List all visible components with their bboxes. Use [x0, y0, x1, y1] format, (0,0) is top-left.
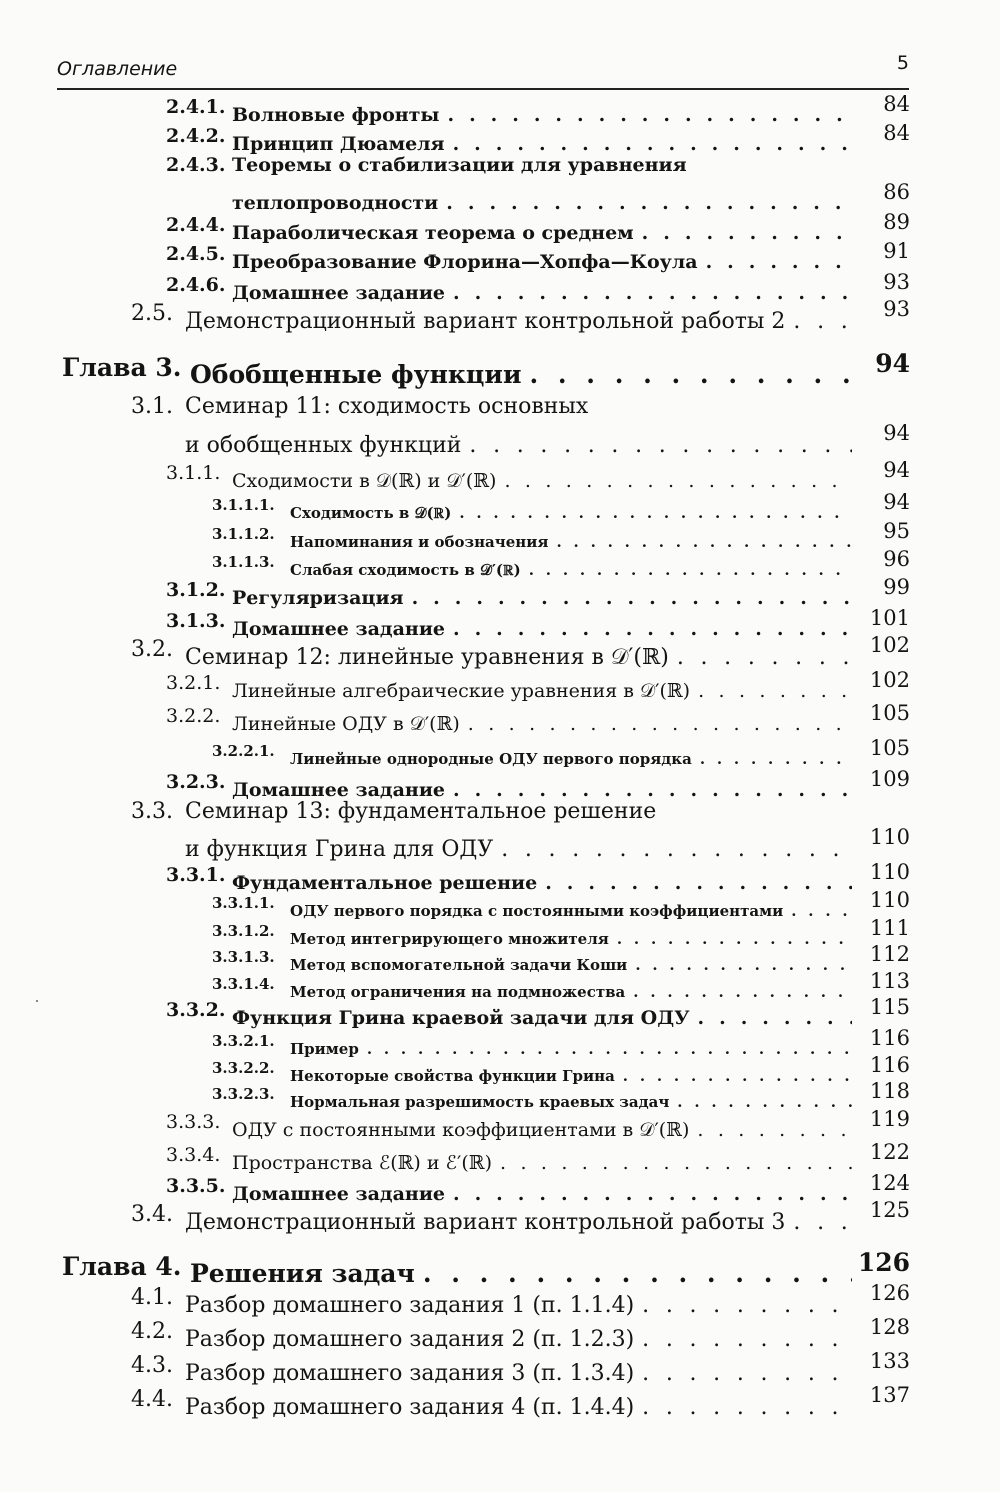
- toc-entry-page: 110: [869, 888, 910, 912]
- toc-entry-number: 2.4.5.: [166, 243, 226, 265]
- toc-entry-number: 3.3.4.: [166, 1144, 221, 1166]
- toc-entry-number: 3.3.3.: [166, 1111, 221, 1133]
- toc-entry-title: Домашнее задание: [232, 779, 445, 801]
- toc-entry-number: 3.1.: [131, 394, 173, 419]
- toc-entry-title: Линейные однородные ОДУ первого порядка: [290, 750, 692, 768]
- toc-entry-title: Пространства ℰ(ℝ) и ℰ′(ℝ): [232, 1152, 492, 1174]
- toc-entry-page: 118: [869, 1079, 910, 1103]
- toc-entry-page: 94: [883, 421, 910, 445]
- leader-dots: [642, 222, 852, 244]
- toc-entry-page: 102: [869, 668, 910, 692]
- running-head-page-number: 5: [896, 52, 909, 74]
- leader-dots: [447, 104, 852, 126]
- toc-entry-title: Волновые фронты: [232, 104, 440, 126]
- leader-dots: [412, 587, 852, 609]
- toc-entry-title: Метод интегрирующего множителя: [290, 930, 609, 948]
- toc-entry-page: 101: [869, 606, 910, 630]
- toc-entry-number: 3.3.1.2.: [212, 922, 275, 940]
- toc-entry-title: ОДУ с постоянными коэффициентами в 𝒟′(ℝ): [232, 1119, 690, 1141]
- toc-entry-page: 94: [883, 458, 910, 482]
- toc-entry-page: 93: [883, 270, 910, 294]
- leader-dots: [468, 713, 852, 735]
- toc-entry-number: 3.1.3.: [166, 610, 226, 632]
- toc-entry-page: 105: [869, 701, 910, 725]
- toc-entry-title: Решения задач: [190, 1259, 415, 1288]
- toc-entry-number: 3.3.2.1.: [212, 1032, 275, 1050]
- toc-entry-title: Напоминания и обозначения: [290, 533, 549, 551]
- toc-entry-number: 3.2.: [131, 637, 173, 662]
- leader-dots: [635, 956, 852, 974]
- leader-dots: [642, 1395, 852, 1420]
- leader-dots: [501, 837, 852, 862]
- leader-dots: [469, 433, 852, 458]
- toc-entry-number: 3.3.2.: [166, 999, 226, 1021]
- toc-entry-page: 109: [869, 767, 910, 791]
- toc-entry-title: Параболическая теорема о среднем: [232, 222, 634, 244]
- toc-entry-title: ОДУ первого порядка с постоянными коэффициентами: [290, 902, 784, 920]
- toc-entry-number: 3.3.1.4.: [212, 975, 275, 993]
- toc-entry-page: 111: [869, 916, 910, 940]
- toc-entry-page: 99: [883, 575, 910, 599]
- leader-dots: [453, 779, 852, 801]
- toc-entry-number: Глава 4.: [62, 1252, 182, 1281]
- toc-entry-number: 3.2.2.: [166, 705, 221, 727]
- toc-entry-title: Семинар 13: фундаментальное решение: [185, 799, 657, 824]
- toc-entry-page: 137: [869, 1383, 910, 1407]
- toc-entry-page: 112: [869, 942, 910, 966]
- toc-entry-number: 2.4.2.: [166, 125, 226, 147]
- toc-entry-number: 3.1.1.1.: [212, 496, 275, 514]
- leader-dots: [642, 1327, 852, 1352]
- leader-dots: [706, 251, 852, 273]
- toc-entry-page: 84: [883, 92, 910, 116]
- toc-entry-title: Регуляризация: [232, 587, 404, 609]
- toc-entry-title: Некоторые свойства функции Грина: [290, 1067, 615, 1085]
- toc-entry-number: 3.3.1.3.: [212, 948, 275, 966]
- leader-dots: [529, 360, 852, 389]
- toc-entry-title: Теоремы о стабилизации для уравнения: [232, 154, 687, 176]
- toc-entry-title: Сходимость в 𝒟(ℝ): [290, 504, 452, 522]
- toc-entry-page: 96: [883, 547, 910, 571]
- toc-entry-number: 3.3.2.3.: [212, 1085, 275, 1103]
- toc-entry-number: 4.3.: [131, 1353, 173, 1378]
- toc-entry-number: Глава 3.: [62, 353, 182, 382]
- leader-dots: [617, 930, 852, 948]
- leader-dots: [697, 1119, 852, 1141]
- toc-entry-page: 122: [869, 1140, 910, 1164]
- toc-entry-title: Разбор домашнего задания 4 (п. 1.4.4): [185, 1395, 635, 1420]
- toc-entry-page: 115: [869, 995, 910, 1019]
- leader-dots: [529, 561, 852, 579]
- toc-entry-title: Принцип Дюамеля: [232, 133, 445, 155]
- toc-entry-title: Домашнее задание: [232, 282, 445, 304]
- toc-entry-title: Фундаментальное решение: [232, 872, 538, 894]
- toc-entry-title: Линейные алгебраические уравнения в 𝒟′(ℝ): [232, 680, 691, 702]
- leader-dots: [453, 133, 852, 155]
- toc-entry-page: 116: [869, 1026, 910, 1050]
- toc-entry-page: 124: [869, 1171, 910, 1195]
- toc-entry-number: 3.4.: [131, 1202, 173, 1227]
- toc-entry-page: 102: [869, 633, 910, 657]
- toc-entry-number: 3.2.1.: [166, 672, 221, 694]
- toc-entry-number: 4.2.: [131, 1319, 173, 1344]
- toc-entry-title: Демонстрационный вариант контрольной работы 2: [185, 309, 786, 334]
- toc-entry-number: 3.1.1.3.: [212, 553, 275, 571]
- leader-dots: [500, 1152, 852, 1174]
- toc-entry-title-continuation: теплопроводности: [232, 192, 439, 214]
- toc-entry-title: Домашнее задание: [232, 618, 445, 640]
- toc-entry-number: 3.1.2.: [166, 579, 226, 601]
- toc-entry-page: 84: [883, 121, 910, 145]
- leader-dots: [698, 1007, 852, 1029]
- toc-entry-number: 3.3.1.: [166, 864, 226, 886]
- leader-dots: [677, 1093, 852, 1111]
- leader-dots: [367, 1040, 852, 1058]
- toc-entry-number: 3.2.2.1.: [212, 742, 275, 760]
- toc-entry-number: 2.4.6.: [166, 274, 226, 296]
- toc-entry-number: 3.3.1.1.: [212, 894, 275, 912]
- toc-entry-title: Разбор домашнего задания 1 (п. 1.1.4): [185, 1293, 635, 1318]
- toc-entry-number: 3.3.: [131, 799, 173, 824]
- toc-entry-page: 86: [883, 180, 910, 204]
- toc-entry-title: Разбор домашнего задания 2 (п. 1.2.3): [185, 1327, 635, 1352]
- toc-entry-title: Обобщенные функции: [190, 360, 522, 389]
- toc-entry-number: 4.4.: [131, 1387, 173, 1412]
- leader-dots: [623, 1067, 852, 1085]
- toc-entry-number: 2.4.1.: [166, 96, 226, 118]
- leader-dots: [677, 645, 852, 670]
- toc-entry-number: 3.3.2.2.: [212, 1059, 275, 1077]
- leader-dots: [446, 192, 852, 214]
- toc-entry-page: 119: [869, 1107, 910, 1131]
- toc-entry-title: Слабая сходимость в 𝒟′(ℝ): [290, 561, 521, 579]
- toc-entry-title: Функция Грина краевой задачи для ОДУ: [232, 1007, 690, 1029]
- toc-entry-title: Демонстрационный вариант контрольной работы 3: [185, 1210, 786, 1235]
- toc-entry-title: Преобразование Флорина—Хопфа—Коула: [232, 251, 698, 273]
- toc-entry-title-continuation: и функция Грина для ОДУ: [185, 837, 494, 862]
- toc-entry-page: 128: [869, 1315, 910, 1339]
- toc-entry-page: 133: [869, 1349, 910, 1373]
- toc-entry-page: 110: [869, 825, 910, 849]
- toc-entry-page: 93: [883, 297, 910, 321]
- leader-dots: [545, 872, 852, 894]
- toc-entry-page: 113: [869, 969, 910, 993]
- toc-entry-title-continuation: и обобщенных функций: [185, 433, 462, 458]
- toc-entry-page: 94: [883, 490, 910, 514]
- toc-entry-page: 125: [869, 1198, 910, 1222]
- toc-entry-number: 2.4.4.: [166, 214, 226, 236]
- toc-entry-number: 3.1.1.: [166, 462, 221, 484]
- toc-entry-title: Семинар 12: линейные уравнения в 𝒟′(ℝ): [185, 645, 669, 670]
- toc-entry-title: Нормальная разрешимость краевых задач: [290, 1093, 670, 1111]
- toc-entry-title: Домашнее задание: [232, 1183, 445, 1205]
- toc-entry-number: 2.5.: [131, 301, 173, 326]
- toc-entry-page: 89: [883, 210, 910, 234]
- page-speck: [36, 1000, 38, 1002]
- toc-entry-page: 116: [869, 1053, 910, 1077]
- toc-entry-title: Семинар 11: сходимость основных: [185, 394, 589, 419]
- leader-dots: [459, 504, 852, 522]
- toc-entry-title: Пример: [290, 1040, 359, 1058]
- toc-entry-page: 110: [869, 860, 910, 884]
- toc-entry-title: Сходимости в 𝒟(ℝ) и 𝒟′(ℝ): [232, 470, 497, 492]
- running-head-title: Оглавление: [57, 58, 178, 80]
- leader-dots: [700, 750, 852, 768]
- leader-dots: [642, 1361, 852, 1386]
- running-head: [57, 52, 909, 90]
- leader-dots: [642, 1293, 852, 1318]
- toc-entry-number: 2.4.3.: [166, 154, 226, 176]
- toc-entry-title: Метод ограничения на подмножества: [290, 983, 626, 1001]
- leader-dots: [698, 680, 852, 702]
- toc-entry-number: 3.3.5.: [166, 1175, 226, 1197]
- leader-dots: [504, 470, 852, 492]
- toc-entry-number: 3.2.3.: [166, 771, 226, 793]
- toc-entry-page: 95: [883, 519, 910, 543]
- toc-entry-page: 91: [883, 239, 910, 263]
- leader-dots: [556, 533, 852, 551]
- toc-entry-title: Линейные ОДУ в 𝒟′(ℝ): [232, 713, 460, 735]
- toc-entry-page: 126: [869, 1281, 910, 1305]
- toc-entry-title: Метод вспомогательной задачи Коши: [290, 956, 628, 974]
- toc-entry-title: Разбор домашнего задания 3 (п. 1.3.4): [185, 1361, 635, 1386]
- toc-entry-page: 94: [875, 349, 910, 378]
- toc-entry-page: 105: [869, 736, 910, 760]
- toc-entry-number: 4.1.: [131, 1285, 173, 1310]
- leader-dots: [423, 1259, 852, 1288]
- toc-entry-page: 126: [857, 1248, 910, 1277]
- toc-entry-number: 3.1.1.2.: [212, 525, 275, 543]
